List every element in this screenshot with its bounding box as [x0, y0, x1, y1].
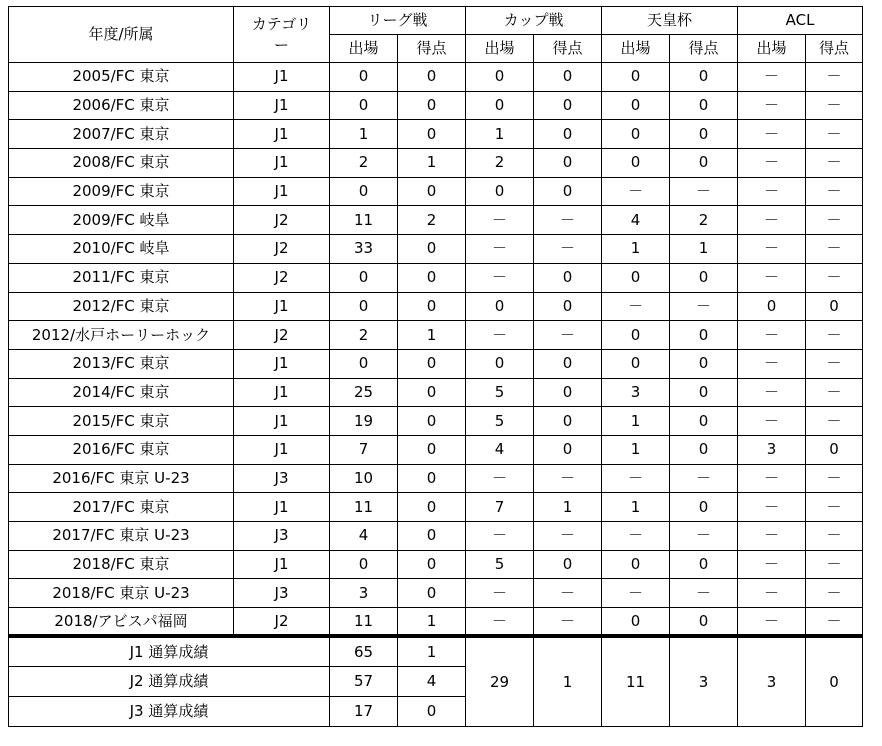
league-goals-header: 得点 — [398, 35, 466, 63]
cup-goals-cell: 0 — [534, 550, 602, 579]
emperor-cup-apps-cell: 1 — [602, 235, 670, 264]
category-cell: J1 — [234, 177, 330, 206]
emperor-cup-header: 天皇杯 — [602, 7, 738, 35]
emperor-cup-goals-cell: 0 — [670, 120, 738, 149]
acl-apps-cell: － — [738, 206, 806, 235]
acl-goals-cell: － — [806, 149, 863, 178]
season-cell: 2016/FC 東京 U-23 — [9, 464, 234, 493]
emperor-cup-apps-cell: 3 — [602, 378, 670, 407]
total-cup-goals: 1 — [534, 636, 602, 726]
emperor-cup-goals-cell: 0 — [670, 378, 738, 407]
season-cell: 2009/FC 東京 — [9, 177, 234, 206]
league-goals-cell: 0 — [398, 579, 466, 608]
league-apps-header: 出場 — [330, 35, 398, 63]
cup-header: カップ戦 — [466, 7, 602, 35]
season-row — [9, 263, 863, 292]
league-apps-cell: 0 — [330, 263, 398, 292]
acl-apps-header: 出場 — [738, 35, 806, 63]
year-club-header: 年度/所属 — [9, 7, 234, 63]
league-goals-cell: 1 — [398, 321, 466, 350]
cup-goals-cell: 0 — [534, 149, 602, 178]
emperor-cup-apps-cell: － — [602, 464, 670, 493]
emperor-cup-goals-cell: － — [670, 292, 738, 321]
acl-apps-cell: － — [738, 149, 806, 178]
season-cell: 2015/FC 東京 — [9, 407, 234, 436]
league-goals-cell: 0 — [398, 349, 466, 378]
league-apps-cell: 7 — [330, 435, 398, 464]
cup-apps-cell: － — [466, 235, 534, 264]
acl-goals-cell: － — [806, 349, 863, 378]
season-cell: 2006/FC 東京 — [9, 91, 234, 120]
league-apps-cell: 3 — [330, 579, 398, 608]
league-goals-cell: 0 — [398, 63, 466, 92]
cup-goals-cell: － — [534, 235, 602, 264]
total-emperor-cup-apps: 11 — [602, 636, 670, 726]
acl-apps-cell: － — [738, 608, 806, 637]
season-rows — [9, 63, 863, 637]
league-goals-cell: 0 — [398, 177, 466, 206]
table-header — [9, 7, 863, 63]
season-row — [9, 579, 863, 608]
total-cup-apps: 29 — [466, 636, 534, 726]
category-cell: J1 — [234, 120, 330, 149]
emperor-cup-goals-cell: 2 — [670, 206, 738, 235]
total-label: J1 通算成績 — [9, 636, 330, 666]
total-row-j1 — [9, 636, 863, 666]
season-row — [9, 522, 863, 551]
emperor-cup-goals-cell: 1 — [670, 235, 738, 264]
emperor-cup-apps-cell: 0 — [602, 550, 670, 579]
cup-apps-cell: 1 — [466, 120, 534, 149]
acl-goals-cell: － — [806, 608, 863, 637]
league-apps-cell: 11 — [330, 608, 398, 637]
league-goals-cell: 0 — [398, 493, 466, 522]
season-cell: 2018/アビスパ福岡 — [9, 608, 234, 637]
league-apps-cell: 1 — [330, 120, 398, 149]
season-cell: 2013/FC 東京 — [9, 349, 234, 378]
season-cell: 2011/FC 東京 — [9, 263, 234, 292]
cup-apps-cell: － — [466, 522, 534, 551]
league-apps-cell: 0 — [330, 91, 398, 120]
cup-apps-cell: 0 — [466, 63, 534, 92]
acl-apps-cell: － — [738, 522, 806, 551]
emperor-cup-goals-cell: － — [670, 177, 738, 206]
category-cell: J2 — [234, 235, 330, 264]
acl-apps-cell: － — [738, 263, 806, 292]
cup-apps-cell: 0 — [466, 177, 534, 206]
emperor-cup-goals-cell: 0 — [670, 493, 738, 522]
category-cell: J1 — [234, 550, 330, 579]
acl-goals-cell: － — [806, 321, 863, 350]
acl-goals-cell: － — [806, 579, 863, 608]
total-label: J3 通算成績 — [9, 696, 330, 726]
acl-goals-cell: － — [806, 91, 863, 120]
acl-goals-cell: － — [806, 550, 863, 579]
league-goals-cell: 1 — [398, 608, 466, 637]
league-goals-cell: 0 — [398, 263, 466, 292]
cup-goals-cell: 1 — [534, 493, 602, 522]
cup-apps-cell: 5 — [466, 407, 534, 436]
acl-apps-cell: － — [738, 378, 806, 407]
season-cell: 2017/FC 東京 U-23 — [9, 522, 234, 551]
season-row — [9, 550, 863, 579]
category-header — [234, 7, 330, 63]
category-cell: J3 — [234, 464, 330, 493]
emperor-cup-apps-cell: 1 — [602, 435, 670, 464]
cup-goals-cell: 0 — [534, 435, 602, 464]
emperor-cup-goals-cell: 0 — [670, 407, 738, 436]
cup-apps-cell: 0 — [466, 349, 534, 378]
cup-apps-cell: 0 — [466, 292, 534, 321]
league-header: リーグ戦 — [330, 7, 466, 35]
acl-apps-cell: 0 — [738, 292, 806, 321]
emperor-cup-apps-cell: － — [602, 579, 670, 608]
category-cell: J2 — [234, 321, 330, 350]
acl-goals-cell: － — [806, 235, 863, 264]
emperor-cup-apps-cell: － — [602, 177, 670, 206]
acl-apps-cell: － — [738, 63, 806, 92]
emperor-cup-apps-header: 出場 — [602, 35, 670, 63]
season-row — [9, 235, 863, 264]
acl-apps-cell: － — [738, 235, 806, 264]
acl-header: ACL — [738, 7, 863, 35]
emperor-cup-goals-cell: 0 — [670, 63, 738, 92]
league-apps-cell: 33 — [330, 235, 398, 264]
cup-goals-cell: 0 — [534, 407, 602, 436]
category-cell: J1 — [234, 493, 330, 522]
cup-goals-cell: － — [534, 608, 602, 637]
total-league-goals: 1 — [398, 636, 466, 666]
season-cell: 2007/FC 東京 — [9, 120, 234, 149]
category-cell: J1 — [234, 149, 330, 178]
season-row — [9, 63, 863, 92]
emperor-cup-apps-cell: 1 — [602, 493, 670, 522]
total-acl-goals: 0 — [806, 636, 863, 726]
acl-apps-cell: － — [738, 579, 806, 608]
acl-goals-cell: － — [806, 63, 863, 92]
acl-apps-cell: － — [738, 407, 806, 436]
emperor-cup-apps-cell: 0 — [602, 149, 670, 178]
cup-goals-cell: 0 — [534, 177, 602, 206]
season-row — [9, 321, 863, 350]
league-apps-cell: 0 — [330, 292, 398, 321]
acl-goals-cell: － — [806, 263, 863, 292]
league-apps-cell: 25 — [330, 378, 398, 407]
season-row — [9, 464, 863, 493]
category-cell: J1 — [234, 349, 330, 378]
acl-apps-cell: － — [738, 349, 806, 378]
cup-goals-cell: － — [534, 321, 602, 350]
league-apps-cell: 2 — [330, 149, 398, 178]
league-apps-cell: 4 — [330, 522, 398, 551]
cup-apps-cell: 2 — [466, 149, 534, 178]
cup-apps-cell: 0 — [466, 91, 534, 120]
cup-apps-cell: － — [466, 263, 534, 292]
cup-goals-cell: － — [534, 206, 602, 235]
acl-apps-cell: － — [738, 550, 806, 579]
acl-goals-cell: 0 — [806, 292, 863, 321]
league-goals-cell: 0 — [398, 235, 466, 264]
acl-goals-cell: － — [806, 177, 863, 206]
emperor-cup-goals-cell: 0 — [670, 435, 738, 464]
category-cell: J1 — [234, 292, 330, 321]
emperor-cup-goals-header: 得点 — [670, 35, 738, 63]
cup-goals-cell: 0 — [534, 349, 602, 378]
season-cell: 2014/FC 東京 — [9, 378, 234, 407]
season-cell: 2018/FC 東京 — [9, 550, 234, 579]
cup-goals-cell: 0 — [534, 91, 602, 120]
league-goals-cell: 0 — [398, 407, 466, 436]
emperor-cup-apps-cell: 0 — [602, 63, 670, 92]
cup-apps-cell: － — [466, 206, 534, 235]
league-apps-cell: 19 — [330, 407, 398, 436]
season-cell: 2008/FC 東京 — [9, 149, 234, 178]
league-goals-cell: 0 — [398, 120, 466, 149]
cup-goals-cell: － — [534, 464, 602, 493]
emperor-cup-apps-cell: 0 — [602, 321, 670, 350]
season-row — [9, 206, 863, 235]
season-row — [9, 149, 863, 178]
total-league-apps: 17 — [330, 696, 398, 726]
emperor-cup-apps-cell: 0 — [602, 608, 670, 637]
acl-apps-cell: － — [738, 91, 806, 120]
category-cell: J1 — [234, 63, 330, 92]
category-cell: J1 — [234, 91, 330, 120]
league-apps-cell: 0 — [330, 550, 398, 579]
emperor-cup-goals-cell: 0 — [670, 349, 738, 378]
season-cell: 2010/FC 岐阜 — [9, 235, 234, 264]
season-row — [9, 407, 863, 436]
cup-goals-cell: 0 — [534, 120, 602, 149]
league-goals-cell: 0 — [398, 464, 466, 493]
acl-goals-cell: － — [806, 493, 863, 522]
season-cell: 2017/FC 東京 — [9, 493, 234, 522]
league-apps-cell: 11 — [330, 493, 398, 522]
season-row — [9, 493, 863, 522]
emperor-cup-apps-cell: 0 — [602, 263, 670, 292]
cup-apps-cell: － — [466, 608, 534, 637]
cup-apps-header: 出場 — [466, 35, 534, 63]
season-row — [9, 292, 863, 321]
cup-goals-cell: 0 — [534, 63, 602, 92]
total-label: J2 通算成績 — [9, 666, 330, 696]
totals-rows — [9, 636, 863, 726]
season-row — [9, 378, 863, 407]
category-cell: J2 — [234, 206, 330, 235]
category-cell: J1 — [234, 435, 330, 464]
total-emperor-cup-goals: 3 — [670, 636, 738, 726]
league-apps-cell: 0 — [330, 177, 398, 206]
acl-goals-cell: － — [806, 464, 863, 493]
season-row — [9, 435, 863, 464]
season-cell: 2009/FC 岐阜 — [9, 206, 234, 235]
season-row — [9, 349, 863, 378]
acl-goals-cell: － — [806, 120, 863, 149]
category-cell: J3 — [234, 522, 330, 551]
emperor-cup-apps-cell: 1 — [602, 407, 670, 436]
acl-goals-cell: － — [806, 206, 863, 235]
category-cell: J2 — [234, 263, 330, 292]
cup-apps-cell: 4 — [466, 435, 534, 464]
cup-apps-cell: － — [466, 464, 534, 493]
total-league-apps: 57 — [330, 666, 398, 696]
season-row — [9, 177, 863, 206]
category-header-label: カテゴリー — [251, 15, 312, 54]
emperor-cup-goals-cell: － — [670, 464, 738, 493]
emperor-cup-goals-cell: 0 — [670, 608, 738, 637]
total-league-goals: 0 — [398, 696, 466, 726]
cup-goals-cell: 0 — [534, 378, 602, 407]
emperor-cup-goals-cell: 0 — [670, 550, 738, 579]
acl-goals-header: 得点 — [806, 35, 863, 63]
category-cell: J3 — [234, 579, 330, 608]
emperor-cup-apps-cell: － — [602, 292, 670, 321]
league-goals-cell: 0 — [398, 292, 466, 321]
acl-goals-cell: 0 — [806, 435, 863, 464]
category-cell: J1 — [234, 407, 330, 436]
cup-apps-cell: 5 — [466, 378, 534, 407]
league-apps-cell: 2 — [330, 321, 398, 350]
league-goals-cell: 0 — [398, 522, 466, 551]
acl-apps-cell: － — [738, 177, 806, 206]
cup-apps-cell: 5 — [466, 550, 534, 579]
acl-apps-cell: － — [738, 493, 806, 522]
league-goals-cell: 0 — [398, 91, 466, 120]
league-apps-cell: 10 — [330, 464, 398, 493]
emperor-cup-goals-cell: － — [670, 522, 738, 551]
season-cell: 2018/FC 東京 U-23 — [9, 579, 234, 608]
season-row — [9, 608, 863, 637]
acl-apps-cell: 3 — [738, 435, 806, 464]
acl-apps-cell: － — [738, 321, 806, 350]
career-stats-table — [8, 6, 863, 727]
season-cell: 2012/FC 東京 — [9, 292, 234, 321]
category-cell: J2 — [234, 608, 330, 637]
acl-goals-cell: － — [806, 378, 863, 407]
emperor-cup-goals-cell: － — [670, 579, 738, 608]
league-goals-cell: 2 — [398, 206, 466, 235]
cup-apps-cell: 7 — [466, 493, 534, 522]
league-goals-cell: 0 — [398, 435, 466, 464]
acl-goals-cell: － — [806, 407, 863, 436]
emperor-cup-apps-cell: 0 — [602, 91, 670, 120]
emperor-cup-apps-cell: 0 — [602, 349, 670, 378]
category-cell: J1 — [234, 378, 330, 407]
league-apps-cell: 0 — [330, 349, 398, 378]
total-league-goals: 4 — [398, 666, 466, 696]
cup-goals-cell: 0 — [534, 292, 602, 321]
cup-goals-cell: － — [534, 579, 602, 608]
cup-goals-header: 得点 — [534, 35, 602, 63]
season-row — [9, 91, 863, 120]
total-league-apps: 65 — [330, 636, 398, 666]
cup-apps-cell: － — [466, 321, 534, 350]
acl-apps-cell: － — [738, 120, 806, 149]
emperor-cup-goals-cell: 0 — [670, 263, 738, 292]
league-goals-cell: 1 — [398, 149, 466, 178]
season-cell: 2005/FC 東京 — [9, 63, 234, 92]
acl-apps-cell: － — [738, 464, 806, 493]
total-acl-apps: 3 — [738, 636, 806, 726]
acl-goals-cell: － — [806, 522, 863, 551]
emperor-cup-apps-cell: － — [602, 522, 670, 551]
emperor-cup-goals-cell: 0 — [670, 91, 738, 120]
cup-goals-cell: 0 — [534, 263, 602, 292]
emperor-cup-apps-cell: 4 — [602, 206, 670, 235]
season-row — [9, 120, 863, 149]
season-cell: 2012/水戸ホーリーホック — [9, 321, 234, 350]
league-goals-cell: 0 — [398, 550, 466, 579]
emperor-cup-goals-cell: 0 — [670, 321, 738, 350]
league-goals-cell: 0 — [398, 378, 466, 407]
season-cell: 2016/FC 東京 — [9, 435, 234, 464]
cup-goals-cell: － — [534, 522, 602, 551]
league-apps-cell: 0 — [330, 63, 398, 92]
emperor-cup-apps-cell: 0 — [602, 120, 670, 149]
emperor-cup-goals-cell: 0 — [670, 149, 738, 178]
league-apps-cell: 11 — [330, 206, 398, 235]
cup-apps-cell: － — [466, 579, 534, 608]
